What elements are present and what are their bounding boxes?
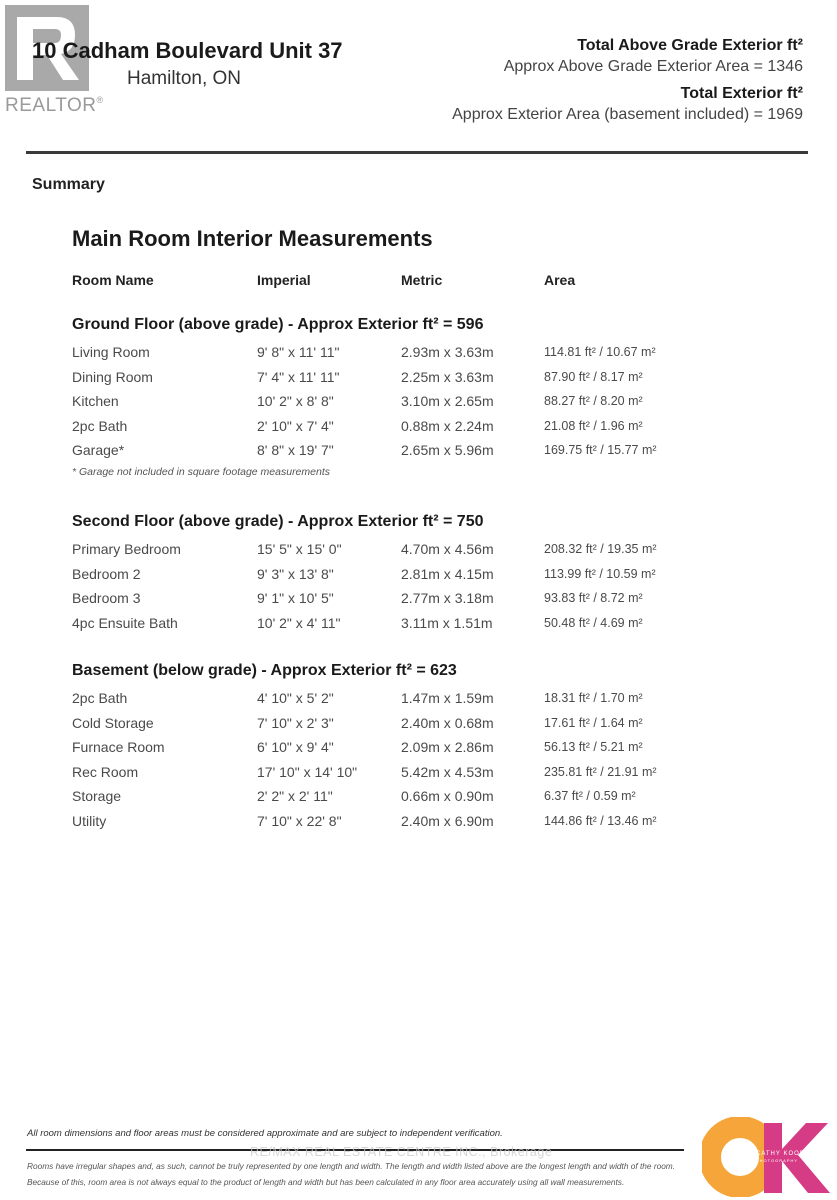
room-name: Kitchen [72, 393, 119, 410]
fine-print-line: Rooms have irregular shapes and, as such, cannot be truly represented by one length and width. The length and width listed above are the longest length and width of the room. [27, 1161, 676, 1171]
room-imperial: 9' 8" x 11' 11" [257, 344, 340, 360]
garage-note: * Garage not included in square footage measurements [72, 465, 330, 478]
room-area: 18.31 ft² / 1.70 m² [544, 691, 643, 705]
table-row [72, 390, 692, 415]
room-metric: 2.40m x 0.68m [401, 714, 494, 731]
room-area: 17.61 ft² / 1.64 m² [544, 715, 643, 730]
street-address: 10 Cadham Boulevard Unit 37 [32, 38, 343, 63]
room-metric: 2.93m x 3.63m [401, 344, 494, 360]
table-row [72, 612, 692, 637]
table-row [72, 563, 692, 588]
summary-label: Summary [32, 176, 105, 193]
table-row [72, 785, 692, 810]
room-imperial: 4' 10" x 5' 2" [257, 690, 334, 706]
room-area: 113.99 ft² / 10.59 m² [544, 566, 656, 581]
room-name: Garage* [72, 442, 125, 459]
table-row [72, 712, 692, 737]
room-name: Dining Room [72, 368, 153, 385]
room-metric: 2.25m x 3.63m [401, 368, 494, 385]
room-metric: 0.66m x 0.90m [401, 788, 494, 805]
room-metric: 2.09m x 2.86m [401, 739, 494, 756]
table-row [72, 439, 692, 464]
room-area: 21.08 ft² / 1.96 m² [544, 418, 643, 433]
room-metric: 3.10m x 2.65m [401, 393, 494, 410]
room-imperial: 7' 10" x 22' 8" [257, 812, 342, 829]
room-area: 208.32 ft² / 19.35 m² [544, 542, 657, 556]
room-area: 169.75 ft² / 15.77 m² [544, 443, 657, 458]
room-metric: 4.70m x 4.56m [401, 541, 494, 557]
room-area: 93.83 ft² / 8.72 m² [544, 591, 643, 606]
total-above-grade-title: Total Above Grade Exterior ft² [577, 37, 803, 54]
room-area: 87.90 ft² / 8.17 m² [544, 369, 643, 384]
column-header-room-name: Room Name [72, 272, 154, 288]
column-header-metric: Metric [401, 272, 443, 288]
logo-caption-2: PHOTOGRAPHY [756, 1158, 799, 1163]
room-metric: 2.81m x 4.15m [401, 565, 494, 582]
room-imperial: 6' 10" x 9' 4" [257, 739, 334, 756]
section-second-floor [72, 512, 692, 636]
room-name: Furnace Room [72, 739, 165, 756]
table-row [72, 341, 692, 366]
room-imperial: 10' 2" x 8' 8" [257, 393, 334, 410]
room-name: Storage [72, 788, 122, 805]
room-area: 235.81 ft² / 21.91 m² [544, 764, 657, 779]
disclaimer: All room dimensions and floor areas must be considered approximate and are subject to independent verification. [27, 1128, 503, 1139]
realtor-wordmark: REALTOR® [5, 95, 104, 116]
room-imperial: 7' 10" x 2' 3" [257, 714, 334, 731]
section-title: Ground Floor (above grade) - Approx Exterior ft² = 596 [72, 316, 484, 333]
section-title: Basement (below grade) - Approx Exterior ft² = 623 [72, 662, 457, 679]
room-area: 88.27 ft² / 8.20 m² [544, 394, 643, 409]
room-name: Rec Room [72, 763, 139, 780]
room-metric: 1.47m x 1.59m [401, 690, 494, 706]
table-row [72, 761, 692, 786]
room-name: Bedroom 3 [72, 590, 141, 607]
room-area: 50.48 ft² / 4.69 m² [544, 615, 643, 630]
room-imperial: 10' 2" x 4' 11" [257, 614, 341, 631]
table-row [72, 415, 692, 440]
main-title: Main Room Interior Measurements [72, 226, 433, 251]
room-area: 6.37 ft² / 0.59 m² [544, 789, 636, 804]
room-area: 114.81 ft² / 10.67 m² [544, 345, 656, 359]
room-imperial: 9' 3" x 13' 8" [257, 565, 334, 582]
room-name: 2pc Bath [72, 690, 128, 706]
section-basement [72, 661, 692, 835]
room-area: 56.13 ft² / 5.21 m² [544, 740, 643, 755]
room-name: Primary Bedroom [72, 541, 181, 557]
property-address [32, 38, 343, 89]
photographer-logo [702, 1117, 832, 1197]
room-name: Utility [72, 812, 107, 829]
room-metric: 2.40m x 6.90m [401, 812, 494, 829]
section-ground-floor [72, 315, 692, 478]
room-imperial: 7' 4" x 11' 11" [257, 368, 340, 385]
total-above-grade-value: Approx Above Grade Exterior Area = 1346 [503, 58, 803, 75]
column-header-area: Area [544, 272, 576, 288]
table-row [72, 366, 692, 391]
fine-print-line: Because of this, room area is not always equal to the product of length and width but has been calculated in any floor area accurately using all wall measurements. [27, 1177, 625, 1187]
logo-c-icon [710, 1127, 770, 1187]
room-imperial: 8' 8" x 19' 7" [257, 442, 334, 459]
section-title: Second Floor (above grade) - Approx Exterior ft² = 750 [72, 513, 484, 530]
table-row [72, 687, 692, 712]
room-metric: 0.88m x 2.24m [401, 417, 494, 434]
room-imperial: 2' 2" x 2' 11" [257, 788, 333, 805]
header-divider [26, 151, 808, 154]
column-header-imperial: Imperial [257, 272, 311, 288]
table-row [72, 538, 692, 563]
room-name: Bedroom 2 [72, 565, 141, 582]
room-imperial: 15' 5" x 15' 0" [257, 541, 342, 557]
room-metric: 3.11m x 1.51m [401, 614, 493, 631]
room-imperial: 2' 10" x 7' 4" [257, 417, 334, 434]
room-imperial: 17' 10" x 14' 10" [257, 763, 358, 780]
total-exterior-title: Total Exterior ft² [680, 85, 803, 102]
city: Hamilton, ON [127, 68, 242, 89]
room-name: 2pc Bath [72, 417, 128, 434]
room-imperial: 9' 1" x 10' 5" [257, 590, 334, 607]
table-row [72, 810, 692, 835]
room-area: 144.86 ft² / 13.46 m² [544, 813, 657, 828]
area-totals [452, 36, 803, 132]
room-name: Cold Storage [72, 714, 154, 731]
total-exterior-value: Approx Exterior Area (basement included) = 1969 [452, 106, 803, 123]
logo-caption-1: CATHY KOOP [756, 1151, 805, 1157]
room-name: Living Room [72, 344, 150, 360]
table-row [72, 587, 692, 612]
room-metric: 2.65m x 5.96m [401, 442, 494, 459]
brokerage-watermark: RE/MAX REAL ESTATE CENTRE INC., Brokerage [250, 1145, 553, 1159]
room-metric: 2.77m x 3.18m [401, 590, 494, 607]
room-name: 4pc Ensuite Bath [72, 614, 178, 631]
table-row [72, 736, 692, 761]
room-metric: 5.42m x 4.53m [401, 763, 494, 780]
